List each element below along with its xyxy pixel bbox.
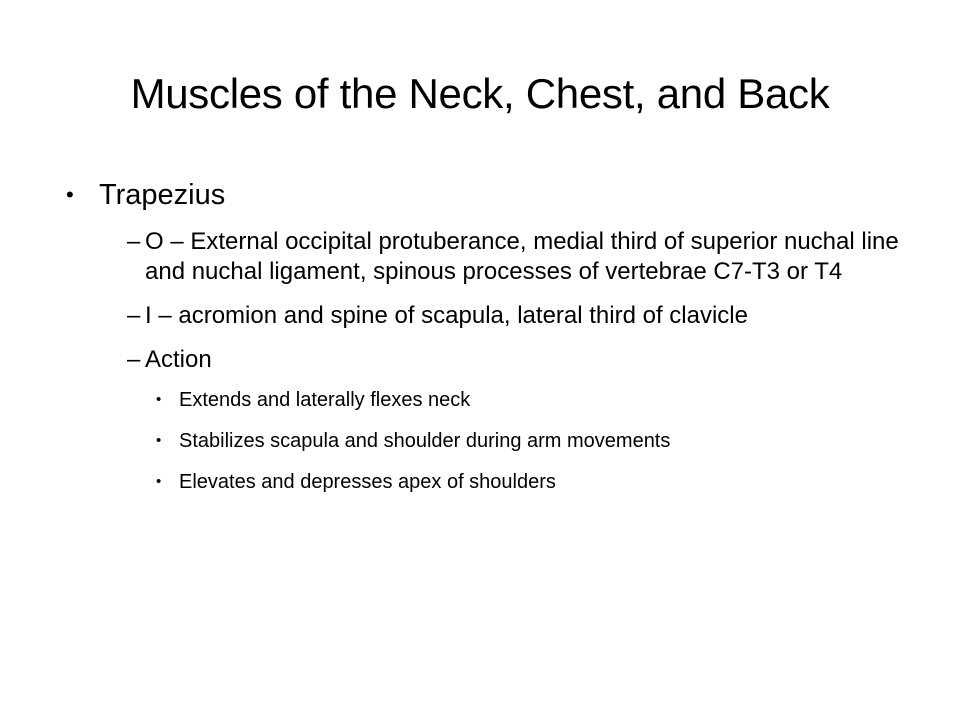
sub-item-origin <box>66 227 906 287</box>
bullet-label: Trapezius <box>99 179 226 211</box>
dash-marker: – <box>127 228 141 255</box>
origin-text: O – External occipital protuberance, medial third of superior nuchal line and nuchal ligament, spinous processes of vertebrae C7-T3 or T4 <box>145 228 899 285</box>
bullet-icon: • <box>156 391 162 408</box>
bullet-icon: • <box>156 432 162 449</box>
slide-title: Muscles of the Neck, Chest, and Back <box>130 70 830 117</box>
dash-marker: – <box>127 346 141 373</box>
dash-marker: – <box>127 302 141 329</box>
bullet-trapezius <box>66 170 906 220</box>
action-point-text: Stabilizes scapula and shoulder during arm movements <box>179 430 671 452</box>
slide-content <box>66 170 906 510</box>
bullet-icon: • <box>156 473 162 490</box>
action-point-text: Extends and laterally flexes neck <box>179 389 471 411</box>
action-text: Action <box>145 346 212 373</box>
bullet-icon: • <box>66 182 74 207</box>
insertion-text: I – acromion and spine of scapula, lateral third of clavicle <box>145 302 748 329</box>
sub-item-action <box>66 345 906 375</box>
action-point <box>66 387 906 413</box>
action-list <box>66 387 906 495</box>
sub-item-insertion <box>66 301 906 331</box>
action-point <box>66 469 906 495</box>
action-point-text: Elevates and depresses apex of shoulders <box>179 471 556 493</box>
action-point <box>66 428 906 454</box>
